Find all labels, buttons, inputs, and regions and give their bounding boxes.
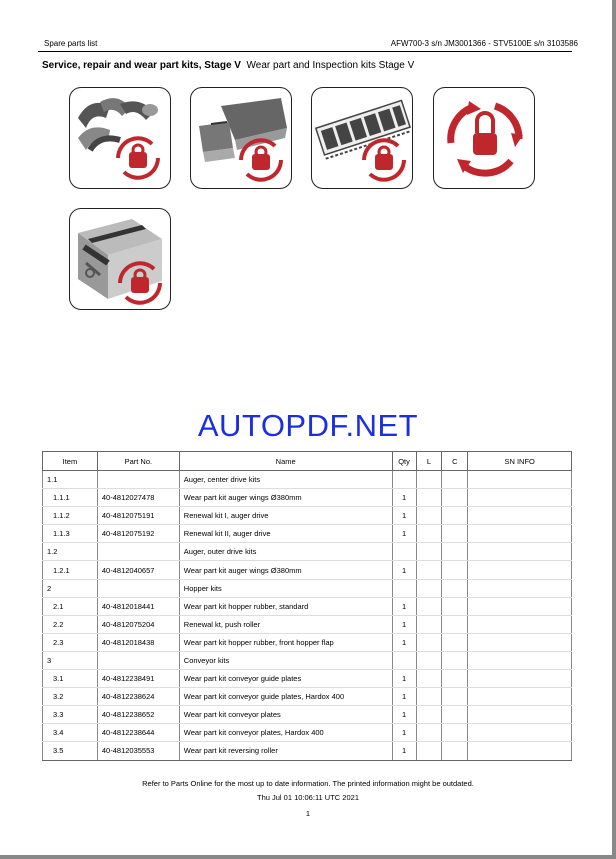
cell-sn-info	[468, 579, 572, 597]
cell-item: 1.2.1	[43, 561, 98, 579]
cell-c	[442, 633, 468, 651]
cell-qty: 1	[392, 688, 416, 706]
cell-item: 2.2	[43, 615, 98, 633]
cell-name: Auger, center drive kits	[179, 471, 392, 489]
cell-c	[442, 688, 468, 706]
cell-qty	[392, 579, 416, 597]
cell-l	[416, 633, 442, 651]
cell-sn-info	[468, 507, 572, 525]
cell-qty: 1	[392, 507, 416, 525]
header-right: AFW700-3 s/n JM3001366 - STV5100E s/n 3103586	[390, 39, 578, 48]
auger-wear-kit-icon[interactable]	[69, 87, 171, 189]
toolbox-kit-icon[interactable]	[69, 208, 171, 310]
cell-sn-info	[468, 597, 572, 615]
cell-sn-info	[468, 615, 572, 633]
table-row	[43, 688, 572, 706]
cell-qty	[392, 471, 416, 489]
table-row	[43, 489, 572, 507]
table-row	[43, 615, 572, 633]
cell-c	[442, 579, 468, 597]
col-c: C	[442, 452, 468, 471]
cell-qty: 1	[392, 615, 416, 633]
cell-qty	[392, 651, 416, 669]
table-row	[43, 561, 572, 579]
header-divider	[38, 51, 572, 52]
cell-l	[416, 688, 442, 706]
cell-name: Wear part kit auger wings Ø380mm	[179, 489, 392, 507]
cell-l	[416, 525, 442, 543]
cell-name: Renewal kit II, auger drive	[179, 525, 392, 543]
cell-qty: 1	[392, 724, 416, 742]
cell-part-no: 40-4812018438	[97, 633, 179, 651]
col-l: L	[416, 452, 442, 471]
cell-c	[442, 489, 468, 507]
cell-c	[442, 543, 468, 561]
cell-name: Wear part kit hopper rubber, standard	[179, 597, 392, 615]
section-title-bold: Service, repair and wear part kits, Stage V	[42, 60, 241, 71]
table-row	[43, 742, 572, 760]
cell-l	[416, 615, 442, 633]
table-row	[43, 706, 572, 724]
cell-qty: 1	[392, 742, 416, 760]
cell-name: Wear part kit conveyor plates, Hardox 400	[179, 724, 392, 742]
cell-sn-info	[468, 651, 572, 669]
cell-part-no: 40-4812027478	[97, 489, 179, 507]
cell-name: Renewal kt, push roller	[179, 615, 392, 633]
hopper-wear-kit-icon[interactable]	[190, 87, 292, 189]
cell-part-no: 40-4812075204	[97, 615, 179, 633]
footer-timestamp: Thu Jul 01 10:06:11 UTC 2021	[256, 793, 359, 802]
cell-c	[442, 706, 468, 724]
cell-name: Hopper kits	[179, 579, 392, 597]
cell-name: Wear part kit conveyor plates	[179, 706, 392, 724]
col-part-no: Part No.	[97, 452, 179, 471]
cell-l	[416, 742, 442, 760]
cell-qty: 1	[392, 597, 416, 615]
cell-part-no	[97, 471, 179, 489]
cell-name: Wear part kit reversing roller	[179, 742, 392, 760]
cell-item: 3.2	[43, 688, 98, 706]
col-name: Name	[179, 452, 392, 471]
table-row	[43, 724, 572, 742]
watermark: AUTOPDF.NET	[197, 408, 419, 443]
table-header	[43, 452, 572, 471]
cell-item: 3.1	[43, 670, 98, 688]
table-row	[43, 525, 572, 543]
cell-c	[442, 507, 468, 525]
cell-item: 3.3	[43, 706, 98, 724]
cell-sn-info	[468, 742, 572, 760]
cell-sn-info	[468, 561, 572, 579]
cell-part-no: 40-4812238491	[97, 670, 179, 688]
cell-part-no: 40-4812035553	[97, 742, 179, 760]
cell-part-no: 40-4812238624	[97, 688, 179, 706]
cell-item: 2.3	[43, 633, 98, 651]
cell-l	[416, 724, 442, 742]
cell-l	[416, 651, 442, 669]
cell-qty	[392, 543, 416, 561]
page-shadow-bottom	[0, 855, 616, 859]
cell-name: Auger, outer drive kits	[179, 543, 392, 561]
table-row	[43, 507, 572, 525]
cell-sn-info	[468, 471, 572, 489]
cell-item: 2	[43, 579, 98, 597]
cell-sn-info	[468, 489, 572, 507]
cell-name: Conveyor kits	[179, 651, 392, 669]
cell-c	[442, 471, 468, 489]
cell-c	[442, 615, 468, 633]
cell-c	[442, 525, 468, 543]
col-qty: Qty	[392, 452, 416, 471]
table-row	[43, 579, 572, 597]
cell-qty: 1	[392, 489, 416, 507]
cell-item: 1.1.3	[43, 525, 98, 543]
cell-c	[442, 561, 468, 579]
section-title	[42, 60, 414, 71]
col-item: Item	[43, 452, 98, 471]
cell-qty: 1	[392, 633, 416, 651]
cell-item: 2.1	[43, 597, 98, 615]
cell-l	[416, 597, 442, 615]
cell-l	[416, 471, 442, 489]
cell-c	[442, 597, 468, 615]
cell-part-no	[97, 543, 179, 561]
cell-item: 3.5	[43, 742, 98, 760]
parts-table	[42, 451, 572, 761]
cell-l	[416, 706, 442, 724]
table-row	[43, 633, 572, 651]
table-row	[43, 597, 572, 615]
cell-l	[416, 489, 442, 507]
cell-part-no: 40-4812075192	[97, 525, 179, 543]
section-title-normal: Wear part and Inspection kits Stage V	[246, 60, 415, 71]
cell-sn-info	[468, 706, 572, 724]
table-row	[43, 543, 572, 561]
cell-c	[442, 742, 468, 760]
cell-part-no	[97, 579, 179, 597]
cell-c	[442, 651, 468, 669]
cell-l	[416, 579, 442, 597]
cell-qty: 1	[392, 561, 416, 579]
page-number: 1	[305, 809, 311, 818]
conveyor-wear-kit-icon[interactable]	[311, 87, 413, 189]
cell-l	[416, 561, 442, 579]
cell-part-no: 40-4812075191	[97, 507, 179, 525]
cell-item: 1.1.2	[43, 507, 98, 525]
cell-sn-info	[468, 688, 572, 706]
service-cycle-icon[interactable]	[433, 87, 535, 189]
cell-part-no: 40-4812238652	[97, 706, 179, 724]
cell-part-no: 40-4812238644	[97, 724, 179, 742]
cell-item: 1.2	[43, 543, 98, 561]
cell-name: Wear part kit hopper rubber, front hopper flap	[179, 633, 392, 651]
cell-name: Wear part kit conveyor guide plates	[179, 670, 392, 688]
col-sn-info: SN INFO	[468, 452, 572, 471]
cell-c	[442, 724, 468, 742]
cell-sn-info	[468, 633, 572, 651]
cell-name: Wear part kit conveyor guide plates, Hardox 400	[179, 688, 392, 706]
cell-item: 3.4	[43, 724, 98, 742]
cell-part-no: 40-4812018441	[97, 597, 179, 615]
cell-sn-info	[468, 543, 572, 561]
cell-sn-info	[468, 525, 572, 543]
cell-item: 1.1	[43, 471, 98, 489]
cell-part-no	[97, 651, 179, 669]
cell-l	[416, 670, 442, 688]
cell-item: 1.1.1	[43, 489, 98, 507]
footer-note: Refer to Parts Online for the most up to date information. The printed information might be outdated.	[142, 779, 474, 788]
table-row	[43, 670, 572, 688]
cell-l	[416, 543, 442, 561]
table-row	[43, 651, 572, 669]
cell-name: Wear part kit auger wings Ø380mm	[179, 561, 392, 579]
cell-c	[442, 670, 468, 688]
cell-sn-info	[468, 670, 572, 688]
cell-qty: 1	[392, 706, 416, 724]
cell-item: 3	[43, 651, 98, 669]
header-left: Spare parts list	[44, 39, 98, 48]
cell-qty: 1	[392, 525, 416, 543]
cell-l	[416, 507, 442, 525]
cell-part-no: 40-4812040657	[97, 561, 179, 579]
cell-sn-info	[468, 724, 572, 742]
table-row	[43, 471, 572, 489]
cell-qty: 1	[392, 670, 416, 688]
cell-name: Renewal kit I, auger drive	[179, 507, 392, 525]
